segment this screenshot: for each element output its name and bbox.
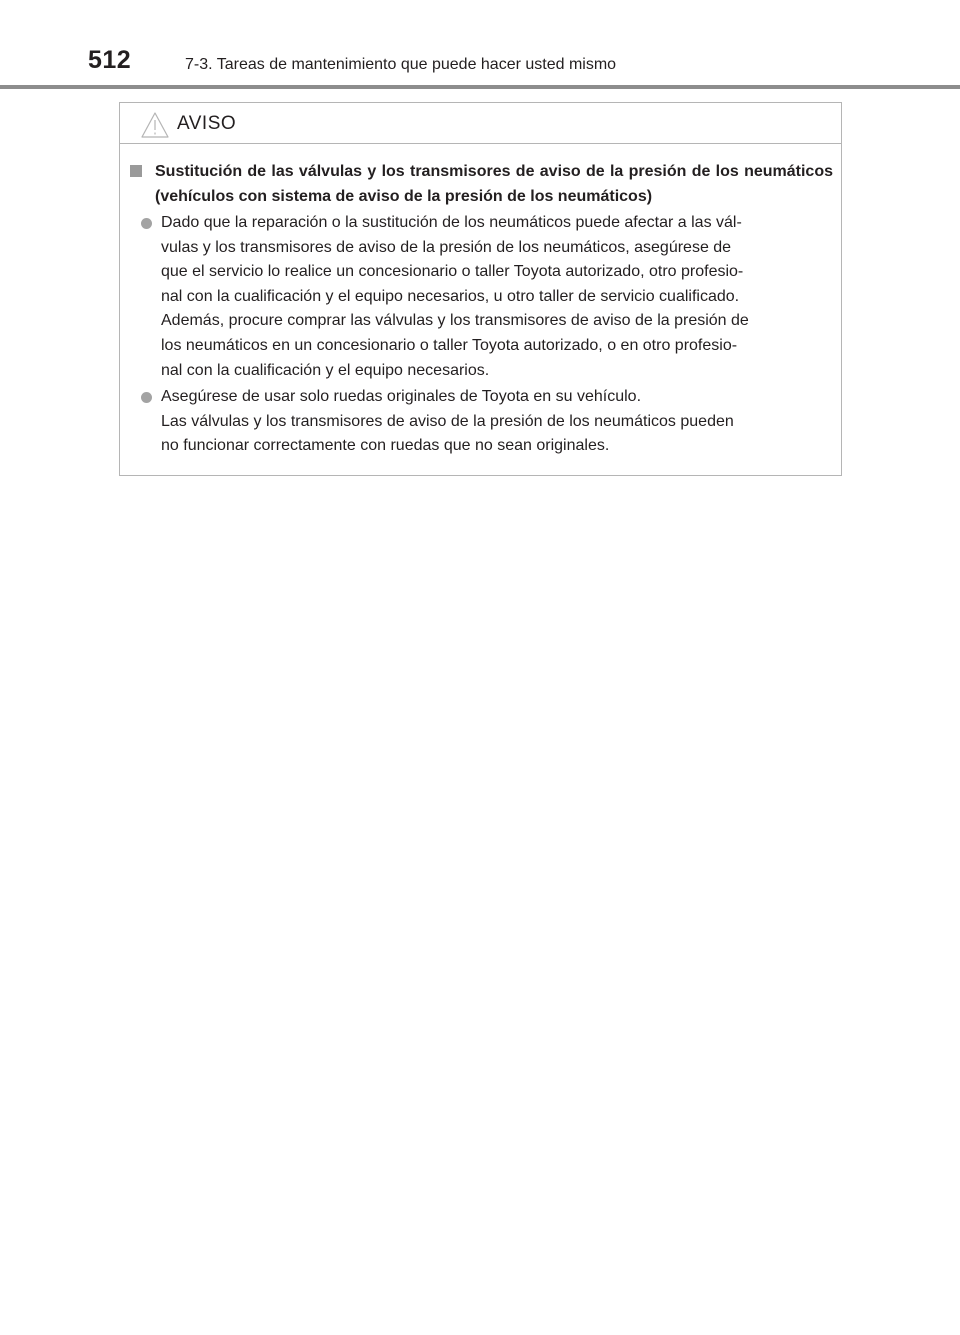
text-line: Asegúrese de usar solo ruedas originales de Toyota en su vehículo. — [161, 388, 642, 405]
text-line: nal con la cualificación y el equipo necesarios. — [161, 361, 490, 379]
header-rule — [0, 85, 960, 89]
text-line: nal con la cualificación y el equipo necesarios, u otro taller de servicio cualificado. — [161, 287, 740, 305]
warning-triangle-icon — [140, 111, 170, 139]
square-bullet-icon — [130, 165, 142, 177]
warning-subheading — [130, 159, 833, 209]
warning-subheading-text: Sustitución de las válvulas y los transmisores de aviso de la presión de los neumáticos (vehículos con sistema de aviso de la presión de los neumáticos) — [155, 163, 833, 205]
warning-item-text — [161, 211, 833, 383]
warning-title: AVISO — [177, 113, 237, 134]
page-header — [0, 0, 960, 90]
text-line: Dado que la reparación o la sustitución de los neumáticos puede afectar a las vál- — [161, 214, 742, 231]
warning-box — [119, 102, 842, 476]
text-line: Además, procure comprar las válvulas y los transmisores de aviso de la presión de — [161, 312, 749, 330]
warning-item — [141, 385, 833, 459]
warning-item — [141, 211, 833, 383]
circle-bullet-icon — [141, 218, 152, 229]
section-title: 7-3. Tareas de mantenimiento que puede hacer usted mismo — [185, 56, 617, 73]
text-line: vulas y los transmisores de aviso de la presión de los neumáticos, asegúrese de — [161, 238, 732, 256]
page-number: 512 — [88, 46, 132, 74]
warning-header — [120, 103, 841, 144]
warning-item-text — [161, 385, 833, 459]
circle-bullet-icon — [141, 392, 152, 403]
text-line: que el servicio lo realice un concesionario o taller Toyota autorizado, otro profesio- — [161, 263, 744, 281]
text-line: Las válvulas y los transmisores de aviso de la presión de los neumáticos pueden — [161, 412, 734, 430]
text-line: no funcionar correctamente con ruedas que no sean originales. — [161, 437, 610, 455]
text-line: los neumáticos en un concesionario o taller Toyota autorizado, o en otro profesio- — [161, 336, 738, 354]
